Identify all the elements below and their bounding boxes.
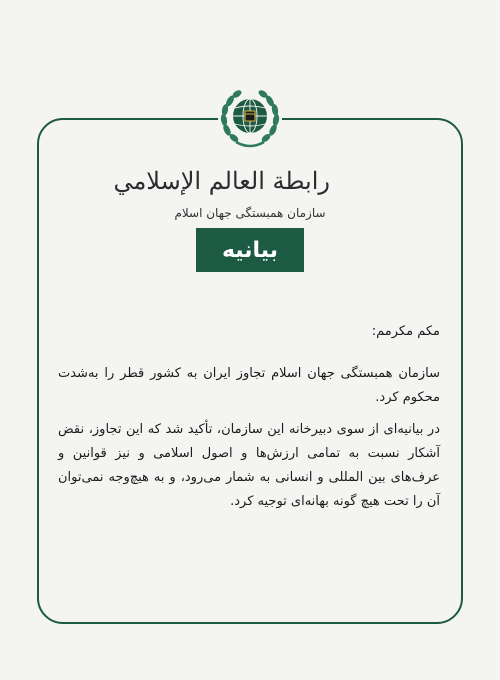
- org-name-persian: سازمان همبستگی جهان اسلام: [174, 206, 326, 220]
- globe-wreath-icon: [218, 86, 282, 158]
- paragraph-1: سازمان همبستگی جهان اسلام تجاوز ایران به کشور قطر را به‌شدت محکوم کرد.: [58, 366, 440, 405]
- statement-banner: بیانیه: [196, 228, 304, 272]
- org-name-arabic: رابطة العالم الإسلامي: [113, 167, 330, 195]
- statement-body: [58, 320, 440, 514]
- greeting: مکم مکرمم:: [371, 324, 440, 339]
- paragraph-2: در بیانیه‌ای از سوی دبیرخانه این سازمان، تأکید شد که این تجاوز، نقض آشکار نسبت به تمامی ارزش‌ها و اصول اسلامی و نیز قوانین و عرف‌های بین المللی و انسانی به شمار می‌رود، و به هیچ‌وجه نمی‌توان آن را تحت هیچ گونه بهانه‌ای توجیه کرد.: [58, 422, 440, 509]
